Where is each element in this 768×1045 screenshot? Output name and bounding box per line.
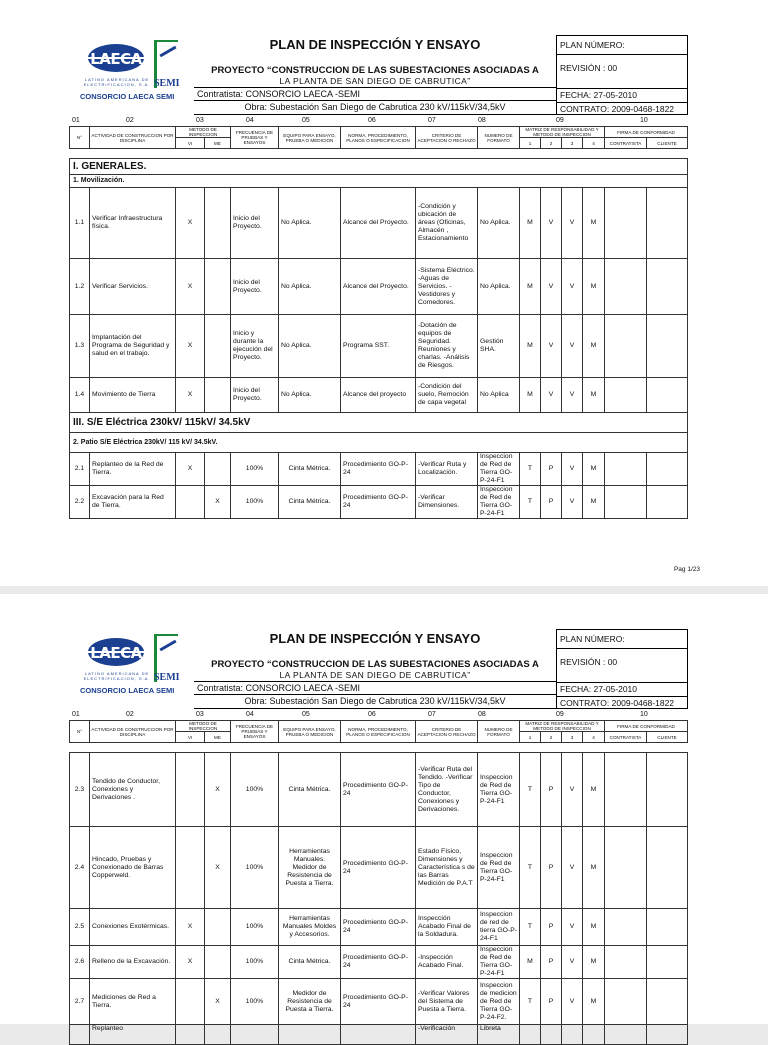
cell-r3: V: [562, 909, 583, 946]
th-r2: 2: [541, 732, 562, 743]
th-equipment: EQUIPO PARA ENSAYO, PRUEBA O MEDICION: [279, 721, 341, 743]
cell-me: X: [205, 979, 231, 1025]
cell-client: [647, 909, 688, 946]
cell-r2: P: [541, 946, 562, 979]
th-conformity: FIRMA DE CONFORMIDAD: [605, 127, 688, 138]
cell-vi: X: [176, 315, 205, 378]
col-num: 05: [302, 711, 310, 718]
page-header: [0, 0, 768, 118]
th-r2: 2: [541, 138, 562, 149]
cell-me: [205, 1025, 231, 1045]
company-logos: [80, 634, 190, 696]
cell-activity: Replanteo: [90, 1025, 176, 1045]
cell-r2: P: [541, 827, 562, 909]
cell-me: [205, 909, 231, 946]
cell-vi: X: [176, 453, 205, 486]
cell-r4: M: [583, 315, 605, 378]
th-frequency: FRECUENCIA DE PRUEBAS Y ENSAYOS: [231, 127, 279, 149]
table-row: [70, 259, 688, 315]
cell-norm: Procedimiento GO-P-24: [341, 486, 416, 519]
cell-r4: M: [583, 909, 605, 946]
cell-contractor: [605, 486, 647, 519]
cell-activity: Movimiento de Tierra: [90, 378, 176, 413]
cell-r4: [583, 1025, 605, 1045]
cell-n: 2.3: [70, 753, 90, 827]
cell-me: X: [205, 827, 231, 909]
cell-equipment: Cinta Métrica.: [279, 946, 341, 979]
cell-vi: X: [176, 946, 205, 979]
cell-frequency: [231, 1025, 279, 1045]
project-subtitle: LA PLANTA DE SAN DIEGO DE CABRUTICA”: [279, 76, 471, 86]
semi-logo-label: SEMI: [154, 78, 180, 89]
cell-equipment: Herramientas Manuales Moldes y Accesorios.: [279, 909, 341, 946]
plan-number: PLAN NÚMERO:: [560, 634, 625, 644]
cell-r2: V: [541, 188, 562, 259]
cell-vi: [176, 827, 205, 909]
cell-r3: V: [562, 378, 583, 413]
column-numbers: [0, 712, 768, 720]
cell-me: [205, 259, 231, 315]
cell-r1: [520, 1025, 541, 1045]
subsection-title: 1. Movilización.: [70, 175, 688, 188]
company-logos: [80, 40, 190, 102]
th-r4: 4: [583, 138, 605, 149]
cell-r3: V: [562, 259, 583, 315]
inspection-table-page-2: [69, 720, 688, 1045]
cell-me: [205, 946, 231, 979]
th-inspection: METODO DE INSPECCION: [176, 127, 231, 138]
cell-contractor: [605, 259, 647, 315]
cell-norm: [341, 1025, 416, 1045]
cell-equipment: Cinta Métrica.: [279, 453, 341, 486]
cell-r1: M: [520, 188, 541, 259]
page-header: [0, 594, 768, 712]
cell-norm: Procedimiento GO-P-24: [341, 979, 416, 1025]
cell-format: No Aplica.: [478, 259, 520, 315]
cell-criteria: -Condición y ubicación de áreas (Oficinas, Almacén , Estacionamiento: [416, 188, 478, 259]
cell-vi: X: [176, 188, 205, 259]
cell-n: 1.1: [70, 188, 90, 259]
cell-n: 2.1: [70, 453, 90, 486]
cell-n: 2.2: [70, 486, 90, 519]
col-num: 04: [246, 711, 254, 718]
col-num: 02: [126, 711, 134, 718]
page-number: Pag 1/23: [673, 566, 700, 573]
cell-norm: Procedimiento GO-P-24: [341, 753, 416, 827]
consortium-name: CONSORCIO LAECA SEMI: [80, 92, 175, 101]
th-contractor: CONTRATISTA: [605, 732, 647, 743]
col-num: 06: [368, 117, 376, 124]
table-row: [70, 188, 688, 259]
cell-equipment: [279, 1025, 341, 1045]
cell-equipment: Herramientas Manuales. Medidor de Resistencia de Puesta a Tierra.: [279, 827, 341, 909]
cell-r1: M: [520, 378, 541, 413]
th-norm: NORMA, PROCEDIMIENTO, PLANOS O ESPECIFICACION: [341, 721, 416, 743]
cell-format: Libreta: [478, 1025, 520, 1045]
cell-format: Inspeccion de medicion de Red de Tierra GO-P-24-F2.: [478, 979, 520, 1025]
th-activity: ACTIVIDAD DE CONSTRUCCION POR DISCIPLINA: [90, 721, 176, 743]
inspection-table-page-1: [69, 126, 688, 519]
th-format: NUMERO DE FORMATO: [478, 721, 520, 743]
date: FECHA: 27-05-2010: [557, 682, 687, 696]
cell-me: [205, 188, 231, 259]
cell-n: 1.3: [70, 315, 90, 378]
th-responsibility: MATRIZ DE RESPONSABILIDAD Y METODO DE INSPECCION: [520, 721, 605, 732]
cell-criteria: -Verificar Valores del Sistema de Puesta a Tierra.: [416, 979, 478, 1025]
cell-r4: M: [583, 946, 605, 979]
cell-client: [647, 946, 688, 979]
th-criteria: CRITERIO DE ACEPTACION O RECHAZO: [416, 127, 478, 149]
th-r1: 1: [520, 138, 541, 149]
table-row: [70, 315, 688, 378]
cell-r4: M: [583, 259, 605, 315]
th-criteria: CRITERIO DE ACEPTACION O RECHAZO: [416, 721, 478, 743]
consortium-name: CONSORCIO LAECA SEMI: [80, 686, 175, 695]
cell-criteria: -Verificación: [416, 1025, 478, 1045]
cell-r3: V: [562, 315, 583, 378]
cell-format: Inspeccion de red de tierra GO-P-24-F1: [478, 909, 520, 946]
col-num: 01: [72, 117, 80, 124]
cell-client: [647, 259, 688, 315]
cell-contractor: [605, 753, 647, 827]
cell-activity: Excavación para la Red de Tierra.: [90, 486, 176, 519]
cell-norm: Procedimiento GO-P-24: [341, 827, 416, 909]
th-inspection: METODO DE INSPECCION: [176, 721, 231, 732]
contractor-line: Contratista: CONSORCIO LAECA -SEMI: [194, 87, 556, 101]
th-n: N°: [70, 127, 90, 149]
th-conformity: FIRMA DE CONFORMIDAD: [605, 721, 688, 732]
cell-vi: X: [176, 259, 205, 315]
cell-r1: M: [520, 259, 541, 315]
th-vi: VI: [176, 138, 205, 149]
col-num: 03: [196, 117, 204, 124]
subsection-header: [70, 433, 688, 453]
cell-me: X: [205, 753, 231, 827]
col-num: 01: [72, 711, 80, 718]
cell-criteria: -Verificar Ruta del Tendido. -Verificar Tipo de Conductor, Conexiones y Derivaciones.: [416, 753, 478, 827]
cell-r4: M: [583, 453, 605, 486]
cell-frequency: 100%: [231, 946, 279, 979]
cell-norm: Alcance del proyecto: [341, 378, 416, 413]
cell-contractor: [605, 1025, 647, 1045]
page-2: [0, 594, 768, 1032]
laeca-logo: LAECA: [88, 638, 144, 666]
revision: REVISIÓN : 00: [557, 54, 687, 82]
cell-n: [70, 1025, 90, 1045]
cell-equipment: Cinta Métrica.: [279, 486, 341, 519]
cell-criteria: -Verificar Dimensiones.: [416, 486, 478, 519]
cell-vi: [176, 979, 205, 1025]
section-header: [70, 159, 688, 175]
cell-contractor: [605, 827, 647, 909]
th-n: N°: [70, 721, 90, 743]
date: FECHA: 27-05-2010: [557, 88, 687, 102]
cell-n: 2.5: [70, 909, 90, 946]
column-numbers: [0, 118, 768, 126]
cell-r2: P: [541, 979, 562, 1025]
table-row: [70, 1025, 688, 1045]
table-header-row: [70, 127, 688, 138]
cell-frequency: Inicio del Proyecto.: [231, 378, 279, 413]
cell-client: [647, 188, 688, 259]
document-info-box: [556, 629, 688, 709]
cell-r1: M: [520, 315, 541, 378]
cell-r2: V: [541, 378, 562, 413]
cell-r3: V: [562, 753, 583, 827]
col-num: 09: [556, 117, 564, 124]
cell-r3: V: [562, 453, 583, 486]
cell-activity: Verificar Infraestructura física.: [90, 188, 176, 259]
cell-frequency: 100%: [231, 827, 279, 909]
cell-contractor: [605, 453, 647, 486]
cell-r1: T: [520, 486, 541, 519]
col-num: 05: [302, 117, 310, 124]
laeca-subtitle: LATINO AMERICANA DE ELECTRIFICACION, S.A.: [83, 671, 151, 681]
revision: REVISIÓN : 00: [557, 648, 687, 676]
cell-r1: M: [520, 946, 541, 979]
table-header-row: [70, 721, 688, 732]
cell-norm: Alcance del Proyecto.: [341, 188, 416, 259]
project-title: PROYECTO “CONSTRUCCION DE LAS SUBESTACIONES ASOCIADAS A: [211, 659, 539, 670]
plan-title: PLAN DE INSPECCIÓN Y ENSAYO: [269, 37, 481, 52]
cell-client: [647, 1025, 688, 1045]
contract-number: CONTRATO: 2009-0468-1822: [557, 102, 687, 116]
cell-me: [205, 453, 231, 486]
th-format: NUMERO DE FORMATO: [478, 127, 520, 149]
cell-norm: Alcance del Proyecto.: [341, 259, 416, 315]
cell-frequency: 100%: [231, 486, 279, 519]
cell-criteria: -Inspección Acabado Final.: [416, 946, 478, 979]
cell-client: [647, 979, 688, 1025]
table-row: [70, 946, 688, 979]
cell-r2: V: [541, 259, 562, 315]
cell-r3: V: [562, 827, 583, 909]
cell-r1: T: [520, 909, 541, 946]
cell-equipment: No Aplica.: [279, 315, 341, 378]
table-row: [70, 827, 688, 909]
table-row: [70, 979, 688, 1025]
subsection-header: [70, 175, 688, 188]
cell-contractor: [605, 909, 647, 946]
cell-vi: [176, 1025, 205, 1045]
th-me: ME: [205, 732, 231, 743]
col-num: 09: [556, 711, 564, 718]
th-frequency: FRECUENCIA DE PRUEBAS Y ENSAYOS: [231, 721, 279, 743]
document-info-box: [556, 35, 688, 115]
cell-criteria: -Verificar Ruta y Localización.: [416, 453, 478, 486]
project-title: PROYECTO “CONSTRUCCION DE LAS SUBESTACIONES ASOCIADAS A: [211, 65, 539, 76]
cell-format: No Aplica: [478, 378, 520, 413]
cell-norm: Programa SST.: [341, 315, 416, 378]
cell-r4: M: [583, 827, 605, 909]
col-num: 06: [368, 711, 376, 718]
cell-criteria: -Sistema Eléctrico. -Aguas de Servicios. -Vestidores y Comedores.: [416, 259, 478, 315]
cell-r2: V: [541, 315, 562, 378]
subsection-title: 2. Patio S/E Eléctrica 230kV/ 115 kV/ 34.5kV.: [70, 433, 688, 453]
cell-format: Inspeccion de Red de Tierra GO-P-24-F1: [478, 453, 520, 486]
cell-r2: P: [541, 486, 562, 519]
th-equipment: EQUIPO PARA ENSAYO, PRUEBA O MEDICION: [279, 127, 341, 149]
col-num: 08: [478, 711, 486, 718]
work-line: Obra: Subestación San Diego de Cabrutica 230 kV/115kV/34,5kV: [194, 101, 556, 115]
cell-norm: Procedimiento GO-P-24: [341, 453, 416, 486]
cell-r3: V: [562, 486, 583, 519]
cell-r1: T: [520, 753, 541, 827]
cell-format: Inspeccion de Red de Tierra GO-P-24-F1: [478, 946, 520, 979]
cell-activity: Verificar Servicios.: [90, 259, 176, 315]
cell-r4: M: [583, 979, 605, 1025]
cell-contractor: [605, 378, 647, 413]
cell-vi: X: [176, 378, 205, 413]
th-me: ME: [205, 138, 231, 149]
cell-activity: Mediciones de Red a Tierra.: [90, 979, 176, 1025]
col-num: 04: [246, 117, 254, 124]
cell-activity: Implantación del Programa de Seguridad y salud en el trabajo.: [90, 315, 176, 378]
cell-r2: P: [541, 453, 562, 486]
col-num: 07: [428, 117, 436, 124]
th-client: CLIENTE: [647, 732, 688, 743]
cell-n: 1.2: [70, 259, 90, 315]
table-row: [70, 453, 688, 486]
cell-r4: M: [583, 753, 605, 827]
cell-criteria: -Dotación de equipos de Seguridad. Reuniones y charlas. -Análisis de Riesgos.: [416, 315, 478, 378]
cell-frequency: Inicio del Proyecto.: [231, 188, 279, 259]
section-title: III. S/E Eléctrica 230kV/ 115kV/ 34.5kV: [70, 413, 688, 433]
table-row: [70, 909, 688, 946]
cell-client: [647, 315, 688, 378]
plan-number: PLAN NÚMERO:: [560, 40, 625, 50]
cell-r2: [541, 1025, 562, 1045]
cell-activity: Conexiones Exotérmicas.: [90, 909, 176, 946]
cell-client: [647, 827, 688, 909]
cell-r1: T: [520, 827, 541, 909]
cell-n: 1.4: [70, 378, 90, 413]
cell-format: Inspeccion de Red de Tierra GO-P-24-F1: [478, 486, 520, 519]
work-line: Obra: Subestación San Diego de Cabrutica 230 kV/115kV/34,5kV: [194, 695, 556, 709]
cell-criteria: Estado Físico, Dimensiones y Característica s de las Barras Medición de P.A.T: [416, 827, 478, 909]
col-num: 02: [126, 117, 134, 124]
cell-client: [647, 753, 688, 827]
cell-vi: X: [176, 909, 205, 946]
table-row: [70, 378, 688, 413]
th-contractor: CONTRATISTA: [605, 138, 647, 149]
cell-r1: T: [520, 453, 541, 486]
cell-contractor: [605, 315, 647, 378]
col-num: 03: [196, 711, 204, 718]
laeca-subtitle: LATINO AMERICANA DE ELECTRIFICACION, S.A.: [83, 77, 151, 87]
cell-r4: M: [583, 378, 605, 413]
th-norm: NORMA, PROCEDIMIENTO, PLANOS O ESPECIFICACION: [341, 127, 416, 149]
cell-r3: V: [562, 946, 583, 979]
cell-contractor: [605, 946, 647, 979]
cell-r2: P: [541, 909, 562, 946]
th-responsibility: MATRIZ DE RESPONSABILIDAD Y METODO DE INSPECCION: [520, 127, 605, 138]
cell-frequency: Inicio del Proyecto.: [231, 259, 279, 315]
cell-client: [647, 378, 688, 413]
cell-equipment: No Aplica.: [279, 378, 341, 413]
cell-activity: Relleno de la Excavación.: [90, 946, 176, 979]
cell-r3: V: [562, 979, 583, 1025]
table-row: [70, 486, 688, 519]
cell-equipment: No Aplica.: [279, 188, 341, 259]
cell-me: [205, 378, 231, 413]
cell-client: [647, 486, 688, 519]
th-r4: 4: [583, 732, 605, 743]
cell-r1: T: [520, 979, 541, 1025]
table-row: [70, 753, 688, 827]
cell-equipment: Cinta Métrica.: [279, 753, 341, 827]
th-client: CLIENTE: [647, 138, 688, 149]
th-r3: 3: [562, 732, 583, 743]
plan-title: PLAN DE INSPECCIÓN Y ENSAYO: [269, 631, 481, 646]
cell-format: Gestión SHA.: [478, 315, 520, 378]
cell-r3: V: [562, 188, 583, 259]
project-subtitle: LA PLANTA DE SAN DIEGO DE CABRUTICA”: [279, 670, 471, 680]
cell-me: X: [205, 486, 231, 519]
section-header: [70, 413, 688, 433]
semi-logo-label: SEMI: [154, 672, 180, 683]
th-r1: 1: [520, 732, 541, 743]
cell-frequency: 100%: [231, 453, 279, 486]
cell-r4: M: [583, 188, 605, 259]
cell-me: [205, 315, 231, 378]
th-vi: VI: [176, 732, 205, 743]
cell-frequency: 100%: [231, 979, 279, 1025]
cell-criteria: -Condición del suelo, Remoción de capa vegetal: [416, 378, 478, 413]
contractor-line: Contratista: CONSORCIO LAECA -SEMI: [194, 681, 556, 695]
cell-r3: [562, 1025, 583, 1045]
th-r3: 3: [562, 138, 583, 149]
cell-criteria: Inspección Acabado Final de la Soldadura.: [416, 909, 478, 946]
cell-n: 2.6: [70, 946, 90, 979]
cell-equipment: No Aplica.: [279, 259, 341, 315]
cell-contractor: [605, 188, 647, 259]
cell-vi: [176, 753, 205, 827]
th-activity: ACTIVIDAD DE CONSTRUCCION POR DISCIPLINA: [90, 127, 176, 149]
cell-equipment: Medidor de Resistencia de Puesta a Tierra.: [279, 979, 341, 1025]
cell-n: 2.4: [70, 827, 90, 909]
cell-format: Inspeccion de Red de Tierra GO-P-24-F1: [478, 827, 520, 909]
cell-activity: Hincado, Pruebas y Conexionado de Barras Copperweld.: [90, 827, 176, 909]
cell-activity: Tendido de Conductor, Conexiones y Derivaciones .: [90, 753, 176, 827]
col-num: 07: [428, 711, 436, 718]
col-num: 10: [640, 117, 648, 124]
cell-format: No Aplica.: [478, 188, 520, 259]
cell-norm: Procedimiento GO-P-24: [341, 946, 416, 979]
cell-vi: [176, 486, 205, 519]
cell-contractor: [605, 979, 647, 1025]
cell-r4: M: [583, 486, 605, 519]
col-num: 10: [640, 711, 648, 718]
cell-norm: Procedimiento GO-P-24: [341, 909, 416, 946]
cell-frequency: 100%: [231, 909, 279, 946]
cell-activity: Replanteo de la Red de Tierra.: [90, 453, 176, 486]
cell-frequency: 100%: [231, 753, 279, 827]
contract-number: CONTRATO: 2009-0468-1822: [557, 696, 687, 710]
cell-r2: P: [541, 753, 562, 827]
section-title: I. GENERALES.: [70, 159, 688, 175]
cell-client: [647, 453, 688, 486]
cell-frequency: Inicio y durante la ejecución del Proyecto.: [231, 315, 279, 378]
col-num: 08: [478, 117, 486, 124]
cell-n: 2.7: [70, 979, 90, 1025]
cell-format: Inspeccion de Red de Tierra GO-P-24-F1: [478, 753, 520, 827]
laeca-logo: LAECA: [88, 44, 144, 72]
